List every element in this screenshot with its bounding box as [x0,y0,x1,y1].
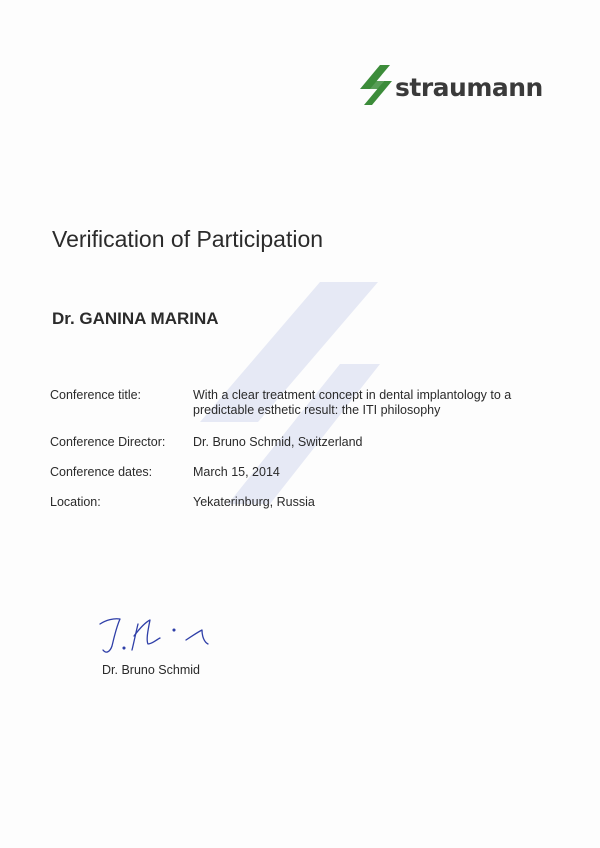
recipient-name: Dr. GANINA MARINA [52,309,219,328]
signer-name: Dr. Bruno Schmid [102,663,200,677]
certificate-title: Verification of Participation [52,226,324,252]
handwritten-signature [94,610,224,656]
detail-label: Conference title: [50,388,142,402]
detail-label: Conference dates: [50,465,153,479]
detail-value: With a clear treatment concept in dental implantology to a predictable esthetic result: the ITI philosophy [193,388,512,417]
straumann-logo [360,64,543,106]
detail-value: Dr. Bruno Schmid, Switzerland [193,435,363,449]
detail-value: March 15, 2014 [193,465,280,479]
detail-label: Conference Director: [50,435,166,449]
detail-label: Location: [50,495,101,509]
detail-value: Yekaterinburg, Russia [193,495,315,509]
straumann-logo-icon [360,65,392,105]
logo-wordmark: straumann [395,72,543,102]
